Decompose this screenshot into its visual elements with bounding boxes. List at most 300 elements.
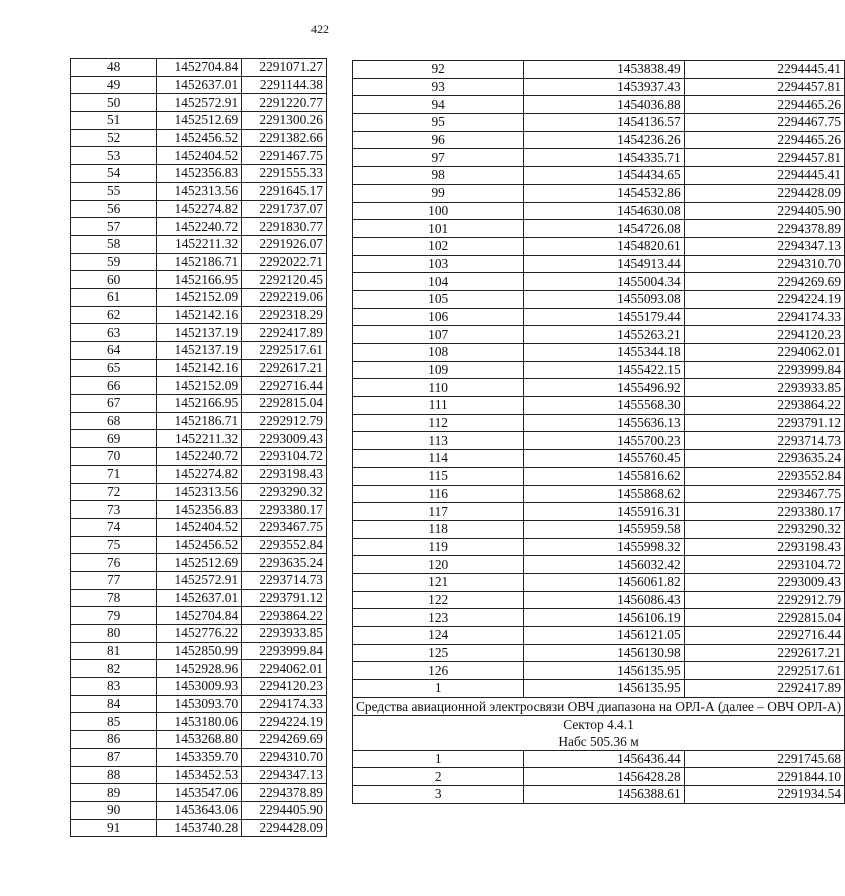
y-coordinate-cell: 2293864.22	[242, 607, 327, 625]
point-number-cell: 84	[71, 695, 157, 713]
point-number-cell: 55	[71, 182, 157, 200]
x-coordinate-cell: 1452152.09	[157, 288, 242, 306]
y-coordinate-cell: 2294378.89	[242, 784, 327, 802]
point-number-cell: 88	[71, 766, 157, 784]
point-number-cell: 69	[71, 430, 157, 448]
y-coordinate-cell: 2293933.85	[242, 625, 327, 643]
point-number-cell: 78	[71, 589, 157, 607]
x-coordinate-cell: 1452137.19	[157, 324, 242, 342]
table-row	[353, 485, 845, 503]
x-coordinate-cell: 1452704.84	[157, 607, 242, 625]
point-number-cell: 121	[353, 573, 524, 591]
x-coordinate-cell: 1452776.22	[157, 625, 242, 643]
x-coordinate-cell: 1456032.42	[524, 556, 684, 574]
table-row	[353, 556, 845, 574]
x-coordinate-cell: 1452142.16	[157, 306, 242, 324]
x-coordinate-cell: 1452928.96	[157, 660, 242, 678]
y-coordinate-cell: 2292912.79	[242, 412, 327, 430]
table-row	[353, 255, 845, 273]
x-coordinate-cell: 1452637.01	[157, 589, 242, 607]
point-number-cell: 1	[353, 680, 524, 698]
point-number-cell: 101	[353, 220, 524, 238]
coordinates-table-left	[70, 58, 327, 837]
y-coordinate-cell: 2294465.26	[684, 96, 844, 114]
table-row	[353, 273, 845, 291]
x-coordinate-cell: 1453180.06	[157, 713, 242, 731]
x-coordinate-cell: 1452166.95	[157, 271, 242, 289]
point-number-cell: 125	[353, 644, 524, 662]
x-coordinate-cell: 1455816.62	[524, 467, 684, 485]
x-coordinate-cell: 1456135.95	[524, 680, 684, 698]
x-coordinate-cell: 1452404.52	[157, 518, 242, 536]
y-coordinate-cell: 2292617.21	[242, 359, 327, 377]
point-number-cell: 100	[353, 202, 524, 220]
table-row	[71, 695, 327, 713]
y-coordinate-cell: 2292219.06	[242, 288, 327, 306]
y-coordinate-cell: 2292417.89	[242, 324, 327, 342]
table-row	[71, 483, 327, 501]
point-number-cell: 122	[353, 591, 524, 609]
y-coordinate-cell: 2291071.27	[242, 59, 327, 77]
x-coordinate-cell: 1452404.52	[157, 147, 242, 165]
y-coordinate-cell: 2293380.17	[684, 503, 844, 521]
table-row	[353, 326, 845, 344]
y-coordinate-cell: 2293290.32	[684, 520, 844, 538]
x-coordinate-cell: 1456061.82	[524, 573, 684, 591]
y-coordinate-cell: 2291745.68	[684, 750, 844, 768]
x-coordinate-cell: 1453740.28	[157, 819, 242, 837]
x-coordinate-cell: 1455263.21	[524, 326, 684, 344]
y-coordinate-cell: 2294445.41	[684, 167, 844, 185]
x-coordinate-cell: 1454335.71	[524, 149, 684, 167]
point-number-cell: 90	[71, 801, 157, 819]
table-row	[353, 361, 845, 379]
y-coordinate-cell: 2293467.75	[684, 485, 844, 503]
table-row	[71, 554, 327, 572]
point-number-cell: 106	[353, 308, 524, 326]
x-coordinate-cell: 1452313.56	[157, 182, 242, 200]
point-number-cell: 67	[71, 395, 157, 413]
point-number-cell: 75	[71, 536, 157, 554]
table-row	[353, 573, 845, 591]
table-row	[71, 518, 327, 536]
y-coordinate-cell: 2292022.71	[242, 253, 327, 271]
x-coordinate-cell: 1454532.86	[524, 184, 684, 202]
point-number-cell: 86	[71, 731, 157, 749]
x-coordinate-cell: 1452313.56	[157, 483, 242, 501]
y-coordinate-cell: 2293999.84	[684, 361, 844, 379]
y-coordinate-cell: 2294428.09	[242, 819, 327, 837]
table-row	[353, 290, 845, 308]
x-coordinate-cell: 1455179.44	[524, 308, 684, 326]
table-row	[353, 96, 845, 114]
table-row	[353, 662, 845, 680]
y-coordinate-cell: 2293791.12	[684, 414, 844, 432]
x-coordinate-cell: 1454820.61	[524, 237, 684, 255]
y-coordinate-cell: 2292815.04	[684, 609, 844, 627]
y-coordinate-cell: 2292517.61	[684, 662, 844, 680]
point-number-cell: 115	[353, 467, 524, 485]
y-coordinate-cell: 2294224.19	[242, 713, 327, 731]
point-number-cell: 74	[71, 518, 157, 536]
point-number-cell: 50	[71, 94, 157, 112]
point-number-cell: 94	[353, 96, 524, 114]
table-row	[71, 271, 327, 289]
point-number-cell: 118	[353, 520, 524, 538]
x-coordinate-cell: 1455760.45	[524, 450, 684, 468]
point-number-cell: 80	[71, 625, 157, 643]
y-coordinate-cell: 2294457.81	[684, 149, 844, 167]
point-number-cell: 57	[71, 218, 157, 236]
table-row	[353, 680, 845, 698]
y-coordinate-cell: 2293714.73	[684, 432, 844, 450]
point-number-cell: 61	[71, 288, 157, 306]
point-number-cell: 63	[71, 324, 157, 342]
point-number-cell: 62	[71, 306, 157, 324]
y-coordinate-cell: 2293864.22	[684, 397, 844, 415]
point-number-cell: 123	[353, 609, 524, 627]
x-coordinate-cell: 1452166.95	[157, 395, 242, 413]
x-coordinate-cell: 1455636.13	[524, 414, 684, 432]
table-row	[353, 503, 845, 521]
point-number-cell: 99	[353, 184, 524, 202]
point-number-cell: 89	[71, 784, 157, 802]
y-coordinate-cell: 2293104.72	[242, 448, 327, 466]
y-coordinate-cell: 2293635.24	[684, 450, 844, 468]
point-number-cell: 51	[71, 112, 157, 130]
table-row	[71, 801, 327, 819]
point-number-cell: 96	[353, 131, 524, 149]
y-coordinate-cell: 2293009.43	[684, 573, 844, 591]
x-coordinate-cell: 1452240.72	[157, 218, 242, 236]
point-number-cell: 93	[353, 78, 524, 96]
point-number-cell: 2	[353, 768, 524, 786]
x-coordinate-cell: 1455568.30	[524, 397, 684, 415]
table-row	[71, 94, 327, 112]
x-coordinate-cell: 1454630.08	[524, 202, 684, 220]
x-coordinate-cell: 1453268.80	[157, 731, 242, 749]
x-coordinate-cell: 1455998.32	[524, 538, 684, 556]
table-row	[353, 450, 845, 468]
table-row	[71, 377, 327, 395]
sector-title: Сектор 4.4.1	[563, 716, 634, 732]
x-coordinate-cell: 1456130.98	[524, 644, 684, 662]
table-row	[71, 501, 327, 519]
y-coordinate-cell: 2294405.90	[684, 202, 844, 220]
y-coordinate-cell: 2293198.43	[242, 465, 327, 483]
x-coordinate-cell: 1455700.23	[524, 432, 684, 450]
section-title-row	[353, 697, 845, 715]
point-number-cell: 103	[353, 255, 524, 273]
x-coordinate-cell: 1452186.71	[157, 253, 242, 271]
y-coordinate-cell: 2292912.79	[684, 591, 844, 609]
x-coordinate-cell: 1453359.70	[157, 748, 242, 766]
point-number-cell: 66	[71, 377, 157, 395]
y-coordinate-cell: 2291220.77	[242, 94, 327, 112]
y-coordinate-cell: 2293933.85	[684, 379, 844, 397]
table-row	[71, 218, 327, 236]
x-coordinate-cell: 1456436.44	[524, 750, 684, 768]
x-coordinate-cell: 1456135.95	[524, 662, 684, 680]
y-coordinate-cell: 2292716.44	[242, 377, 327, 395]
x-coordinate-cell: 1454726.08	[524, 220, 684, 238]
point-number-cell: 87	[71, 748, 157, 766]
y-coordinate-cell: 2294310.70	[242, 748, 327, 766]
table-row	[71, 731, 327, 749]
y-coordinate-cell: 2294457.81	[684, 78, 844, 96]
table-row	[71, 253, 327, 271]
x-coordinate-cell: 1452274.82	[157, 200, 242, 218]
table-row	[353, 237, 845, 255]
point-number-cell: 126	[353, 662, 524, 680]
y-coordinate-cell: 2293552.84	[242, 536, 327, 554]
y-coordinate-cell: 2293635.24	[242, 554, 327, 572]
y-coordinate-cell: 2292120.45	[242, 271, 327, 289]
y-coordinate-cell: 2292716.44	[684, 627, 844, 645]
x-coordinate-cell: 1455422.15	[524, 361, 684, 379]
x-coordinate-cell: 1453643.06	[157, 801, 242, 819]
y-coordinate-cell: 2294269.69	[242, 731, 327, 749]
x-coordinate-cell: 1452356.83	[157, 165, 242, 183]
y-coordinate-cell: 2293791.12	[242, 589, 327, 607]
table-row	[71, 288, 327, 306]
y-coordinate-cell: 2293009.43	[242, 430, 327, 448]
point-number-cell: 109	[353, 361, 524, 379]
x-coordinate-cell: 1452211.32	[157, 430, 242, 448]
point-number-cell: 92	[353, 61, 524, 79]
table-row	[71, 165, 327, 183]
x-coordinate-cell: 1452240.72	[157, 448, 242, 466]
y-coordinate-cell: 2294347.13	[242, 766, 327, 784]
x-coordinate-cell: 1452512.69	[157, 554, 242, 572]
y-coordinate-cell: 2291467.75	[242, 147, 327, 165]
table-row	[71, 748, 327, 766]
table-row	[353, 591, 845, 609]
y-coordinate-cell: 2294062.01	[242, 660, 327, 678]
y-coordinate-cell: 2292318.29	[242, 306, 327, 324]
point-number-cell: 53	[71, 147, 157, 165]
x-coordinate-cell: 1452512.69	[157, 112, 242, 130]
x-coordinate-cell: 1456086.43	[524, 591, 684, 609]
table-row	[71, 200, 327, 218]
point-number-cell: 76	[71, 554, 157, 572]
table-row	[353, 149, 845, 167]
x-coordinate-cell: 1453937.43	[524, 78, 684, 96]
table-row	[71, 342, 327, 360]
x-coordinate-cell: 1455344.18	[524, 344, 684, 362]
table-row	[353, 184, 845, 202]
point-number-cell: 56	[71, 200, 157, 218]
y-coordinate-cell: 2293290.32	[242, 483, 327, 501]
point-number-cell: 3	[353, 786, 524, 804]
point-number-cell: 48	[71, 59, 157, 77]
table-row	[353, 220, 845, 238]
x-coordinate-cell: 1452274.82	[157, 465, 242, 483]
table-row	[71, 412, 327, 430]
table-row	[353, 344, 845, 362]
table-row	[353, 432, 845, 450]
table-row	[71, 713, 327, 731]
table-row	[71, 607, 327, 625]
y-coordinate-cell: 2293104.72	[684, 556, 844, 574]
x-coordinate-cell: 1452850.99	[157, 642, 242, 660]
x-coordinate-cell: 1454236.26	[524, 131, 684, 149]
y-coordinate-cell: 2294405.90	[242, 801, 327, 819]
y-coordinate-cell: 2291830.77	[242, 218, 327, 236]
point-number-cell: 112	[353, 414, 524, 432]
table-row	[353, 467, 845, 485]
x-coordinate-cell: 1456388.61	[524, 786, 684, 804]
point-number-cell: 91	[71, 819, 157, 837]
table-row	[71, 536, 327, 554]
point-number-cell: 71	[71, 465, 157, 483]
x-coordinate-cell: 1455916.31	[524, 503, 684, 521]
y-coordinate-cell: 2291645.17	[242, 182, 327, 200]
point-number-cell: 102	[353, 237, 524, 255]
table-row	[71, 76, 327, 94]
point-number-cell: 105	[353, 290, 524, 308]
y-coordinate-cell: 2292417.89	[684, 680, 844, 698]
x-coordinate-cell: 1455004.34	[524, 273, 684, 291]
table-row	[353, 768, 845, 786]
table-row	[71, 112, 327, 130]
x-coordinate-cell: 1453009.93	[157, 678, 242, 696]
point-number-cell: 72	[71, 483, 157, 501]
point-number-cell: 83	[71, 678, 157, 696]
table-row	[353, 167, 845, 185]
point-number-cell: 58	[71, 235, 157, 253]
y-coordinate-cell: 2291926.07	[242, 235, 327, 253]
y-coordinate-cell: 2294465.26	[684, 131, 844, 149]
table-row	[71, 465, 327, 483]
point-number-cell: 1	[353, 750, 524, 768]
sector-height: Набс 505.36 м	[558, 733, 639, 749]
table-row	[71, 678, 327, 696]
point-number-cell: 95	[353, 114, 524, 132]
table-row	[353, 750, 845, 768]
y-coordinate-cell: 2292617.21	[684, 644, 844, 662]
point-number-cell: 117	[353, 503, 524, 521]
x-coordinate-cell: 1453547.06	[157, 784, 242, 802]
table-row	[353, 114, 845, 132]
x-coordinate-cell: 1452211.32	[157, 235, 242, 253]
point-number-cell: 85	[71, 713, 157, 731]
y-coordinate-cell: 2291555.33	[242, 165, 327, 183]
point-number-cell: 49	[71, 76, 157, 94]
x-coordinate-cell: 1455959.58	[524, 520, 684, 538]
point-number-cell: 60	[71, 271, 157, 289]
y-coordinate-cell: 2291382.66	[242, 129, 327, 147]
table-row	[353, 414, 845, 432]
x-coordinate-cell: 1453452.53	[157, 766, 242, 784]
y-coordinate-cell: 2294174.33	[242, 695, 327, 713]
x-coordinate-cell: 1452356.83	[157, 501, 242, 519]
x-coordinate-cell: 1452704.84	[157, 59, 242, 77]
table-row	[71, 784, 327, 802]
point-number-cell: 97	[353, 149, 524, 167]
table-row	[71, 59, 327, 77]
coordinates-table-right	[352, 60, 845, 804]
table-row	[71, 589, 327, 607]
table-row	[353, 786, 845, 804]
table-row	[353, 308, 845, 326]
point-number-cell: 64	[71, 342, 157, 360]
y-coordinate-cell: 2294120.23	[684, 326, 844, 344]
y-coordinate-cell: 2293380.17	[242, 501, 327, 519]
x-coordinate-cell: 1454136.57	[524, 114, 684, 132]
point-number-cell: 119	[353, 538, 524, 556]
table-row	[71, 129, 327, 147]
point-number-cell: 54	[71, 165, 157, 183]
table-row	[71, 766, 327, 784]
y-coordinate-cell: 2294467.75	[684, 114, 844, 132]
x-coordinate-cell: 1452456.52	[157, 536, 242, 554]
table-row	[353, 609, 845, 627]
x-coordinate-cell: 1456121.05	[524, 627, 684, 645]
y-coordinate-cell: 2294347.13	[684, 237, 844, 255]
y-coordinate-cell: 2294445.41	[684, 61, 844, 79]
y-coordinate-cell: 2294120.23	[242, 678, 327, 696]
table-row	[353, 78, 845, 96]
y-coordinate-cell: 2291144.38	[242, 76, 327, 94]
x-coordinate-cell: 1452137.19	[157, 342, 242, 360]
point-number-cell: 120	[353, 556, 524, 574]
y-coordinate-cell: 2294174.33	[684, 308, 844, 326]
point-number-cell: 68	[71, 412, 157, 430]
y-coordinate-cell: 2293999.84	[242, 642, 327, 660]
table-row	[353, 538, 845, 556]
y-coordinate-cell: 2291737.07	[242, 200, 327, 218]
y-coordinate-cell: 2293714.73	[242, 571, 327, 589]
point-number-cell: 52	[71, 129, 157, 147]
table-row	[353, 644, 845, 662]
table-row	[71, 430, 327, 448]
point-number-cell: 79	[71, 607, 157, 625]
y-coordinate-cell: 2293552.84	[684, 467, 844, 485]
point-number-cell: 107	[353, 326, 524, 344]
table-row	[71, 395, 327, 413]
x-coordinate-cell: 1456106.19	[524, 609, 684, 627]
x-coordinate-cell: 1454036.88	[524, 96, 684, 114]
table-row	[71, 306, 327, 324]
table-row	[71, 660, 327, 678]
point-number-cell: 59	[71, 253, 157, 271]
x-coordinate-cell: 1452637.01	[157, 76, 242, 94]
y-coordinate-cell: 2292815.04	[242, 395, 327, 413]
y-coordinate-cell: 2293198.43	[684, 538, 844, 556]
point-number-cell: 98	[353, 167, 524, 185]
table-row	[71, 324, 327, 342]
point-number-cell: 77	[71, 571, 157, 589]
point-number-cell: 113	[353, 432, 524, 450]
table-row	[71, 625, 327, 643]
y-coordinate-cell: 2294310.70	[684, 255, 844, 273]
x-coordinate-cell: 1454434.65	[524, 167, 684, 185]
y-coordinate-cell: 2294269.69	[684, 273, 844, 291]
page-number: 422	[311, 22, 329, 36]
table-row	[71, 359, 327, 377]
table-row	[71, 147, 327, 165]
y-coordinate-cell: 2292517.61	[242, 342, 327, 360]
section-title: Средства авиационной электросвязи ОВЧ диапазона на ОРЛ-А (далее – ОВЧ ОРЛ-А)	[353, 697, 845, 715]
table-row	[353, 397, 845, 415]
point-number-cell: 65	[71, 359, 157, 377]
y-coordinate-cell: 2294378.89	[684, 220, 844, 238]
x-coordinate-cell: 1455093.08	[524, 290, 684, 308]
point-number-cell: 73	[71, 501, 157, 519]
table-row	[353, 202, 845, 220]
table-row	[353, 627, 845, 645]
